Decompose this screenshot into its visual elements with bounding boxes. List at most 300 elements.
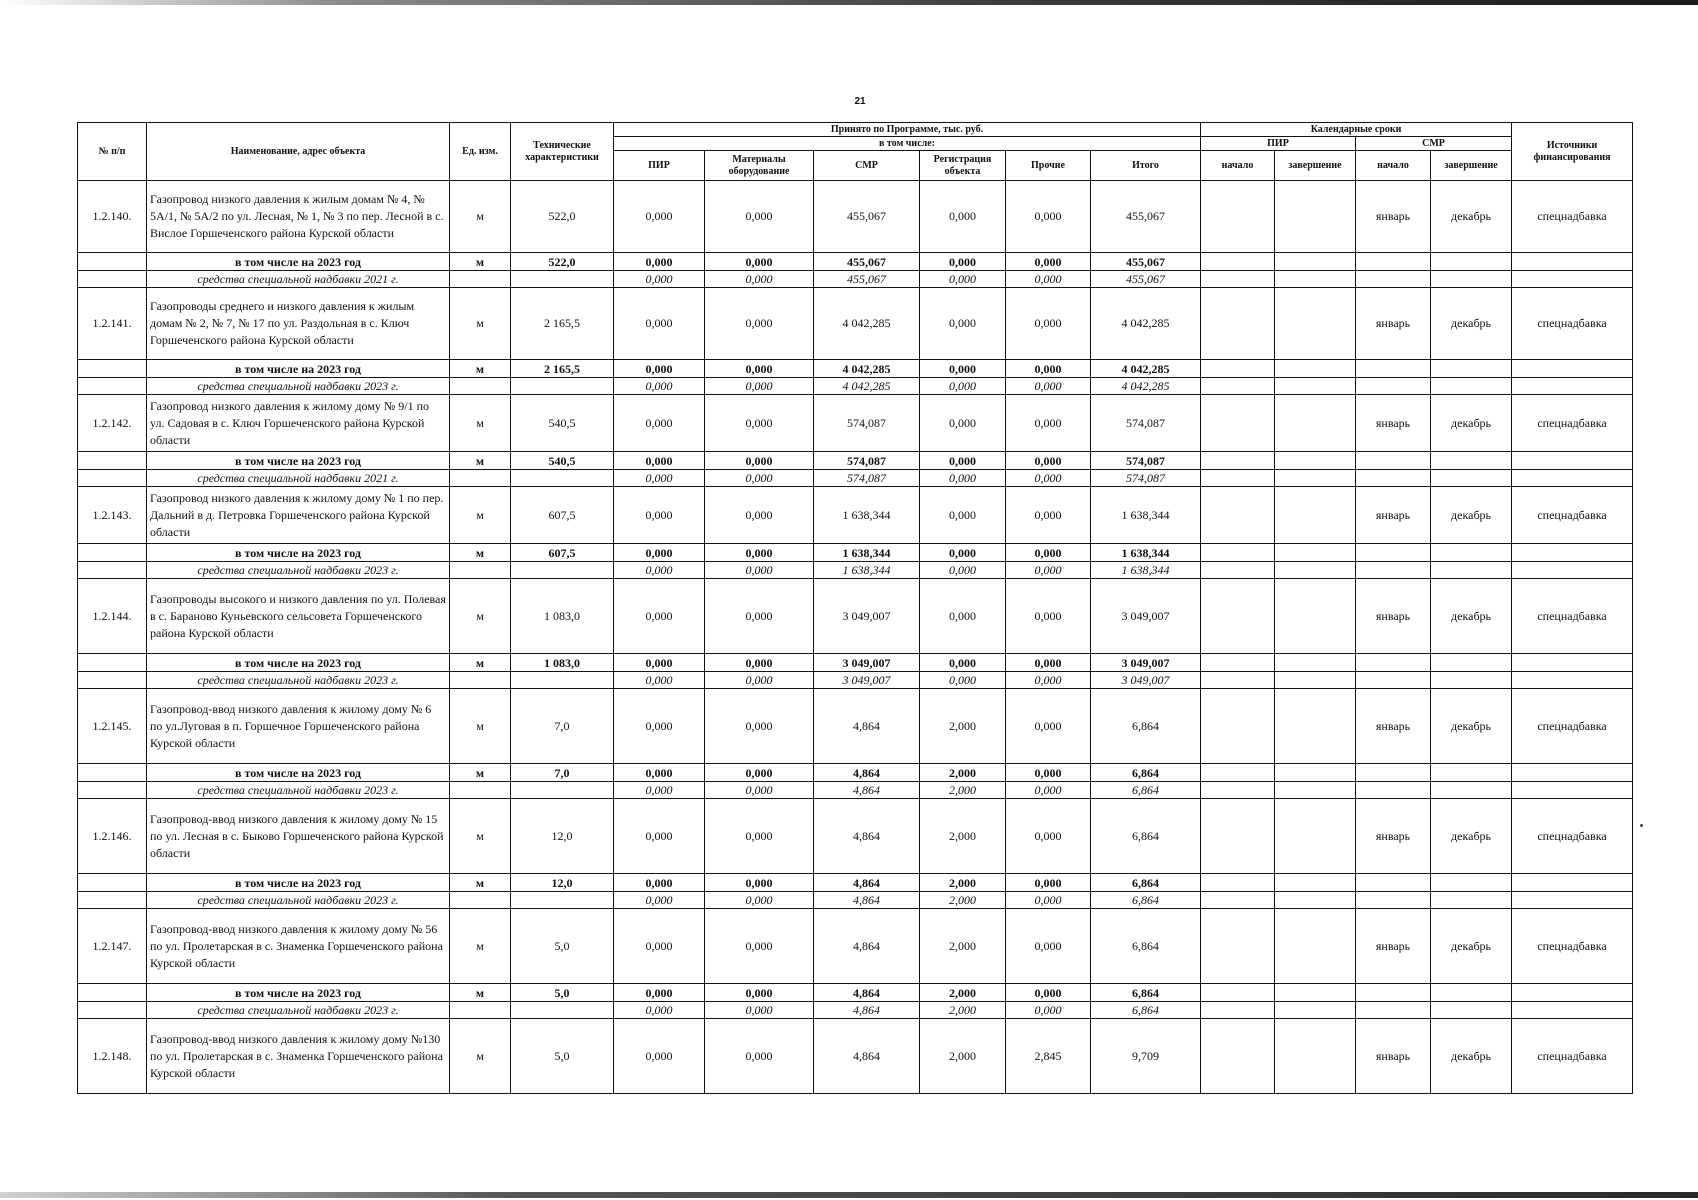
unit-cell: м: [450, 181, 511, 253]
source-cell: спецнадбавка: [1512, 288, 1633, 360]
empty-cell: [1356, 360, 1431, 378]
row-number: 1.2.140.: [78, 181, 147, 253]
materials-cell: 0,000: [705, 799, 814, 874]
total-cell: 455,067: [1091, 181, 1201, 253]
empty-cell: [1512, 470, 1633, 487]
object-name: Газопровод низкого давления к жилому дому № 1 по пер. Дальний в д. Петровка Горшеченского района Курской области: [147, 487, 450, 544]
empty-cell: [1275, 984, 1356, 1002]
registration-cell: 2,000: [920, 782, 1006, 799]
other-cell: 0,000: [1006, 452, 1091, 470]
registration-cell: 0,000: [920, 470, 1006, 487]
source-cell: спецнадбавка: [1512, 579, 1633, 654]
object-name: Газопровод-ввод низкого давления к жилому дому № 15 по ул. Лесная в с. Быково Горшеченского района Курской области: [147, 799, 450, 874]
registration-cell: 0,000: [920, 378, 1006, 395]
tech-cell: 1 083,0: [511, 654, 614, 672]
empty-cell: [450, 378, 511, 395]
empty-cell: [1201, 562, 1275, 579]
empty-cell: [1512, 874, 1633, 892]
header-pir: ПИР: [614, 151, 705, 181]
header-total: Итого: [1091, 151, 1201, 181]
empty-cell: [1201, 764, 1275, 782]
registration-cell: 2,000: [920, 1019, 1006, 1094]
empty-cell: [78, 378, 147, 395]
row-number: 1.2.146.: [78, 799, 147, 874]
source-cell: спецнадбавка: [1512, 1019, 1633, 1094]
empty-cell: [511, 1002, 614, 1019]
table-row: [78, 579, 1633, 654]
empty-cell: [511, 672, 614, 689]
smr-start-cell: январь: [1356, 181, 1431, 253]
registration-cell: 0,000: [920, 452, 1006, 470]
smr-start-cell: январь: [1356, 799, 1431, 874]
source-label: средства специальной надбавки 2023 г.: [147, 892, 450, 909]
other-cell: 0,000: [1006, 562, 1091, 579]
row-number: 1.2.142.: [78, 395, 147, 452]
total-cell: 3 049,007: [1091, 654, 1201, 672]
materials-cell: 0,000: [705, 562, 814, 579]
empty-cell: [1431, 253, 1512, 271]
smr-start-cell: январь: [1356, 579, 1431, 654]
empty-cell: [1201, 672, 1275, 689]
empty-cell: [450, 782, 511, 799]
registration-cell: 2,000: [920, 984, 1006, 1002]
smr-cell: 4,864: [814, 909, 920, 984]
smr-cell: 574,087: [814, 395, 920, 452]
table-row-source: [78, 892, 1633, 909]
total-cell: 1 638,344: [1091, 544, 1201, 562]
smr-cell: 1 638,344: [814, 487, 920, 544]
empty-cell: [78, 874, 147, 892]
registration-cell: 0,000: [920, 288, 1006, 360]
smr-cell: 4,864: [814, 689, 920, 764]
unit-cell: м: [450, 288, 511, 360]
smr-cell: 1 638,344: [814, 562, 920, 579]
empty-cell: [78, 984, 147, 1002]
object-name: Газопровод-ввод низкого давления к жилому дому №130 по ул. Пролетарская в с. Знаменка Горшеченского района Курской области: [147, 1019, 450, 1094]
source-label: средства специальной надбавки 2023 г.: [147, 672, 450, 689]
tech-cell: 540,5: [511, 395, 614, 452]
pir-cell: 0,000: [614, 181, 705, 253]
empty-cell: [1356, 378, 1431, 395]
empty-cell: [1201, 360, 1275, 378]
empty-cell: [78, 764, 147, 782]
pir-start-cell: [1201, 1019, 1275, 1094]
scan-top-edge: [0, 0, 1698, 5]
empty-cell: [1201, 1002, 1275, 1019]
other-cell: 0,000: [1006, 360, 1091, 378]
total-cell: 574,087: [1091, 395, 1201, 452]
materials-cell: 0,000: [705, 452, 814, 470]
other-cell: 2,845: [1006, 1019, 1091, 1094]
registration-cell: 0,000: [920, 672, 1006, 689]
pir-cell: 0,000: [614, 764, 705, 782]
pir-start-cell: [1201, 487, 1275, 544]
smr-cell: 4,864: [814, 764, 920, 782]
subtotal-label: в том числе на 2023 год: [147, 764, 450, 782]
empty-cell: [1356, 892, 1431, 909]
other-cell: 0,000: [1006, 874, 1091, 892]
pir-cell: 0,000: [614, 452, 705, 470]
smr-finish-cell: декабрь: [1431, 1019, 1512, 1094]
empty-cell: [450, 892, 511, 909]
row-number: 1.2.141.: [78, 288, 147, 360]
empty-cell: [1201, 544, 1275, 562]
empty-cell: [1431, 874, 1512, 892]
table-row: [78, 689, 1633, 764]
tech-cell: 2 165,5: [511, 360, 614, 378]
empty-cell: [1512, 764, 1633, 782]
materials-cell: 0,000: [705, 689, 814, 764]
source-cell: спецнадбавка: [1512, 487, 1633, 544]
total-cell: 6,864: [1091, 909, 1201, 984]
empty-cell: [1356, 271, 1431, 288]
total-cell: 6,864: [1091, 874, 1201, 892]
total-cell: 574,087: [1091, 470, 1201, 487]
table-row-subtotal: [78, 360, 1633, 378]
pir-cell: 0,000: [614, 984, 705, 1002]
unit-cell: м: [450, 544, 511, 562]
materials-cell: 0,000: [705, 544, 814, 562]
table-row-subtotal: [78, 764, 1633, 782]
empty-cell: [1356, 470, 1431, 487]
empty-cell: [1356, 1002, 1431, 1019]
smr-cell: 1 638,344: [814, 544, 920, 562]
empty-cell: [1431, 360, 1512, 378]
pir-finish-cell: [1275, 579, 1356, 654]
total-cell: 4 042,285: [1091, 288, 1201, 360]
pir-cell: 0,000: [614, 544, 705, 562]
unit-cell: м: [450, 579, 511, 654]
unit-cell: м: [450, 452, 511, 470]
header-calendar: Календарные сроки: [1201, 123, 1512, 137]
tech-cell: 607,5: [511, 544, 614, 562]
header-smr-start: начало: [1356, 151, 1431, 181]
tech-cell: 607,5: [511, 487, 614, 544]
smr-cell: 4,864: [814, 892, 920, 909]
empty-cell: [511, 892, 614, 909]
materials-cell: 0,000: [705, 782, 814, 799]
unit-cell: м: [450, 984, 511, 1002]
empty-cell: [1201, 470, 1275, 487]
total-cell: 455,067: [1091, 271, 1201, 288]
smr-cell: 3 049,007: [814, 672, 920, 689]
empty-cell: [1356, 562, 1431, 579]
total-cell: 9,709: [1091, 1019, 1201, 1094]
pir-finish-cell: [1275, 799, 1356, 874]
pir-start-cell: [1201, 909, 1275, 984]
empty-cell: [450, 470, 511, 487]
pir-finish-cell: [1275, 181, 1356, 253]
subtotal-label: в том числе на 2023 год: [147, 360, 450, 378]
empty-cell: [1512, 271, 1633, 288]
smr-finish-cell: декабрь: [1431, 579, 1512, 654]
empty-cell: [1431, 764, 1512, 782]
unit-cell: м: [450, 654, 511, 672]
object-name: Газопроводы среднего и низкого давления к жилым домам № 2, № 7, № 17 по ул. Раздольная в с. Ключ Горшеченского района Курской области: [147, 288, 450, 360]
header-smr-finish: завершение: [1431, 151, 1512, 181]
other-cell: 0,000: [1006, 544, 1091, 562]
registration-cell: 0,000: [920, 487, 1006, 544]
pir-cell: 0,000: [614, 689, 705, 764]
header-cal-pir: ПИР: [1201, 137, 1356, 151]
other-cell: 0,000: [1006, 181, 1091, 253]
registration-cell: 0,000: [920, 654, 1006, 672]
smr-finish-cell: декабрь: [1431, 689, 1512, 764]
other-cell: 0,000: [1006, 799, 1091, 874]
tech-cell: 522,0: [511, 253, 614, 271]
empty-cell: [78, 271, 147, 288]
smr-cell: 4,864: [814, 1019, 920, 1094]
pir-cell: 0,000: [614, 1019, 705, 1094]
header-smr: СМР: [814, 151, 920, 181]
header-materials: Материалы оборудование: [705, 151, 814, 181]
smr-finish-cell: декабрь: [1431, 799, 1512, 874]
header-registration: Регистрация объекта: [920, 151, 1006, 181]
empty-cell: [1275, 378, 1356, 395]
empty-cell: [1275, 782, 1356, 799]
registration-cell: 0,000: [920, 271, 1006, 288]
object-name: Газопровод низкого давления к жилому дому № 9/1 по ул. Садовая в с. Ключ Горшеченского района Курской области: [147, 395, 450, 452]
pir-cell: 0,000: [614, 799, 705, 874]
pir-cell: 0,000: [614, 288, 705, 360]
object-name: Газопровод-ввод низкого давления к жилому дому № 6 по ул.Луговая в п. Горшечное Горшеченского района Курской области: [147, 689, 450, 764]
row-number: 1.2.148.: [78, 1019, 147, 1094]
empty-cell: [511, 562, 614, 579]
pir-cell: 0,000: [614, 470, 705, 487]
registration-cell: 2,000: [920, 799, 1006, 874]
pir-finish-cell: [1275, 487, 1356, 544]
pir-cell: 0,000: [614, 892, 705, 909]
empty-cell: [78, 544, 147, 562]
table-row-subtotal: [78, 544, 1633, 562]
source-label: средства специальной надбавки 2023 г.: [147, 1002, 450, 1019]
source-label: средства специальной надбавки 2023 г.: [147, 782, 450, 799]
scan-speck: [1640, 824, 1643, 827]
registration-cell: 2,000: [920, 892, 1006, 909]
header-cal-smr: СМР: [1356, 137, 1512, 151]
materials-cell: 0,000: [705, 874, 814, 892]
unit-cell: м: [450, 909, 511, 984]
scan-bottom-edge: [0, 1192, 1698, 1198]
pir-cell: 0,000: [614, 395, 705, 452]
empty-cell: [1512, 378, 1633, 395]
pir-start-cell: [1201, 288, 1275, 360]
registration-cell: 0,000: [920, 579, 1006, 654]
smr-start-cell: январь: [1356, 1019, 1431, 1094]
source-cell: спецнадбавка: [1512, 395, 1633, 452]
empty-cell: [1275, 892, 1356, 909]
smr-cell: 574,087: [814, 452, 920, 470]
pir-finish-cell: [1275, 689, 1356, 764]
pir-finish-cell: [1275, 288, 1356, 360]
pir-finish-cell: [1275, 909, 1356, 984]
table-row-subtotal: [78, 874, 1633, 892]
total-cell: 6,864: [1091, 984, 1201, 1002]
empty-cell: [1275, 271, 1356, 288]
registration-cell: 0,000: [920, 360, 1006, 378]
smr-start-cell: январь: [1356, 909, 1431, 984]
smr-cell: 3 049,007: [814, 654, 920, 672]
pir-finish-cell: [1275, 395, 1356, 452]
pir-cell: 0,000: [614, 1002, 705, 1019]
table-row: [78, 1019, 1633, 1094]
unit-cell: м: [450, 487, 511, 544]
program-table: [77, 122, 1633, 1094]
registration-cell: 2,000: [920, 764, 1006, 782]
table-row-source: [78, 782, 1633, 799]
empty-cell: [1512, 984, 1633, 1002]
smr-cell: 4,864: [814, 1002, 920, 1019]
materials-cell: 0,000: [705, 1019, 814, 1094]
empty-cell: [78, 470, 147, 487]
smr-finish-cell: декабрь: [1431, 395, 1512, 452]
header-pir-start: начало: [1201, 151, 1275, 181]
smr-cell: 4,864: [814, 874, 920, 892]
empty-cell: [1275, 562, 1356, 579]
empty-cell: [1356, 764, 1431, 782]
materials-cell: 0,000: [705, 470, 814, 487]
table-row-subtotal: [78, 253, 1633, 271]
empty-cell: [511, 782, 614, 799]
other-cell: 0,000: [1006, 672, 1091, 689]
empty-cell: [1356, 672, 1431, 689]
empty-cell: [1201, 782, 1275, 799]
empty-cell: [1512, 253, 1633, 271]
registration-cell: 0,000: [920, 395, 1006, 452]
smr-cell: 455,067: [814, 181, 920, 253]
materials-cell: 0,000: [705, 487, 814, 544]
smr-cell: 4 042,285: [814, 360, 920, 378]
empty-cell: [1512, 360, 1633, 378]
unit-cell: м: [450, 799, 511, 874]
empty-cell: [1431, 562, 1512, 579]
empty-cell: [1275, 1002, 1356, 1019]
tech-cell: 5,0: [511, 909, 614, 984]
table-row-source: [78, 378, 1633, 395]
materials-cell: 0,000: [705, 984, 814, 1002]
source-label: средства специальной надбавки 2023 г.: [147, 378, 450, 395]
row-number: 1.2.143.: [78, 487, 147, 544]
source-label: средства специальной надбавки 2021 г.: [147, 271, 450, 288]
row-number: 1.2.145.: [78, 689, 147, 764]
other-cell: 0,000: [1006, 654, 1091, 672]
other-cell: 0,000: [1006, 395, 1091, 452]
materials-cell: 0,000: [705, 909, 814, 984]
object-name: Газопровод низкого давления к жилым домам № 4, № 5А/1, № 5А/2 по ул. Лесная, № 1, № 3 по пер. Лесной в с. Вислое Горшеченского района Курской области: [147, 181, 450, 253]
registration-cell: 0,000: [920, 544, 1006, 562]
total-cell: 6,864: [1091, 782, 1201, 799]
pir-finish-cell: [1275, 1019, 1356, 1094]
total-cell: 6,864: [1091, 799, 1201, 874]
tech-cell: 5,0: [511, 1019, 614, 1094]
empty-cell: [1431, 892, 1512, 909]
registration-cell: 0,000: [920, 253, 1006, 271]
other-cell: 0,000: [1006, 764, 1091, 782]
empty-cell: [78, 360, 147, 378]
other-cell: 0,000: [1006, 579, 1091, 654]
empty-cell: [1356, 544, 1431, 562]
smr-finish-cell: декабрь: [1431, 288, 1512, 360]
empty-cell: [1431, 378, 1512, 395]
pir-cell: 0,000: [614, 579, 705, 654]
empty-cell: [1356, 874, 1431, 892]
header-accepted: Принято по Программе, тыс. руб.: [614, 123, 1201, 137]
empty-cell: [1275, 452, 1356, 470]
unit-cell: м: [450, 874, 511, 892]
materials-cell: 0,000: [705, 181, 814, 253]
empty-cell: [1512, 892, 1633, 909]
smr-start-cell: январь: [1356, 689, 1431, 764]
tech-cell: 5,0: [511, 984, 614, 1002]
smr-start-cell: январь: [1356, 288, 1431, 360]
tech-cell: 12,0: [511, 874, 614, 892]
materials-cell: 0,000: [705, 1002, 814, 1019]
empty-cell: [78, 562, 147, 579]
empty-cell: [1356, 452, 1431, 470]
subtotal-label: в том числе на 2023 год: [147, 544, 450, 562]
unit-cell: м: [450, 689, 511, 764]
page-number: 21: [854, 96, 866, 107]
total-cell: 6,864: [1091, 1002, 1201, 1019]
table-row: [78, 288, 1633, 360]
materials-cell: 0,000: [705, 654, 814, 672]
empty-cell: [1431, 672, 1512, 689]
smr-cell: 455,067: [814, 253, 920, 271]
unit-cell: м: [450, 395, 511, 452]
empty-cell: [1431, 984, 1512, 1002]
unit-cell: м: [450, 1019, 511, 1094]
other-cell: 0,000: [1006, 470, 1091, 487]
header-pir-finish: завершение: [1275, 151, 1356, 181]
empty-cell: [1201, 271, 1275, 288]
pir-cell: 0,000: [614, 562, 705, 579]
total-cell: 455,067: [1091, 253, 1201, 271]
header-including: в том числе:: [614, 137, 1201, 151]
total-cell: 6,864: [1091, 892, 1201, 909]
other-cell: 0,000: [1006, 1002, 1091, 1019]
header-num: № п/п: [78, 123, 147, 181]
materials-cell: 0,000: [705, 271, 814, 288]
pir-cell: 0,000: [614, 253, 705, 271]
empty-cell: [78, 1002, 147, 1019]
other-cell: 0,000: [1006, 984, 1091, 1002]
other-cell: 0,000: [1006, 689, 1091, 764]
source-cell: спецнадбавка: [1512, 181, 1633, 253]
empty-cell: [1512, 452, 1633, 470]
empty-cell: [78, 892, 147, 909]
empty-cell: [1431, 452, 1512, 470]
other-cell: 0,000: [1006, 909, 1091, 984]
header-name: Наименование, адрес объекта: [147, 123, 450, 181]
object-name: Газопроводы высокого и низкого давления по ул. Полевая в с. Бараново Куньевского сельсовета Горшеченского района Курской области: [147, 579, 450, 654]
pir-start-cell: [1201, 689, 1275, 764]
unit-cell: м: [450, 253, 511, 271]
pir-cell: 0,000: [614, 360, 705, 378]
empty-cell: [450, 562, 511, 579]
empty-cell: [1275, 360, 1356, 378]
empty-cell: [450, 672, 511, 689]
unit-cell: м: [450, 360, 511, 378]
empty-cell: [1201, 654, 1275, 672]
tech-cell: 540,5: [511, 452, 614, 470]
other-cell: 0,000: [1006, 253, 1091, 271]
empty-cell: [1356, 253, 1431, 271]
pir-cell: 0,000: [614, 487, 705, 544]
other-cell: 0,000: [1006, 782, 1091, 799]
materials-cell: 0,000: [705, 378, 814, 395]
total-cell: 1 638,344: [1091, 562, 1201, 579]
registration-cell: 0,000: [920, 562, 1006, 579]
